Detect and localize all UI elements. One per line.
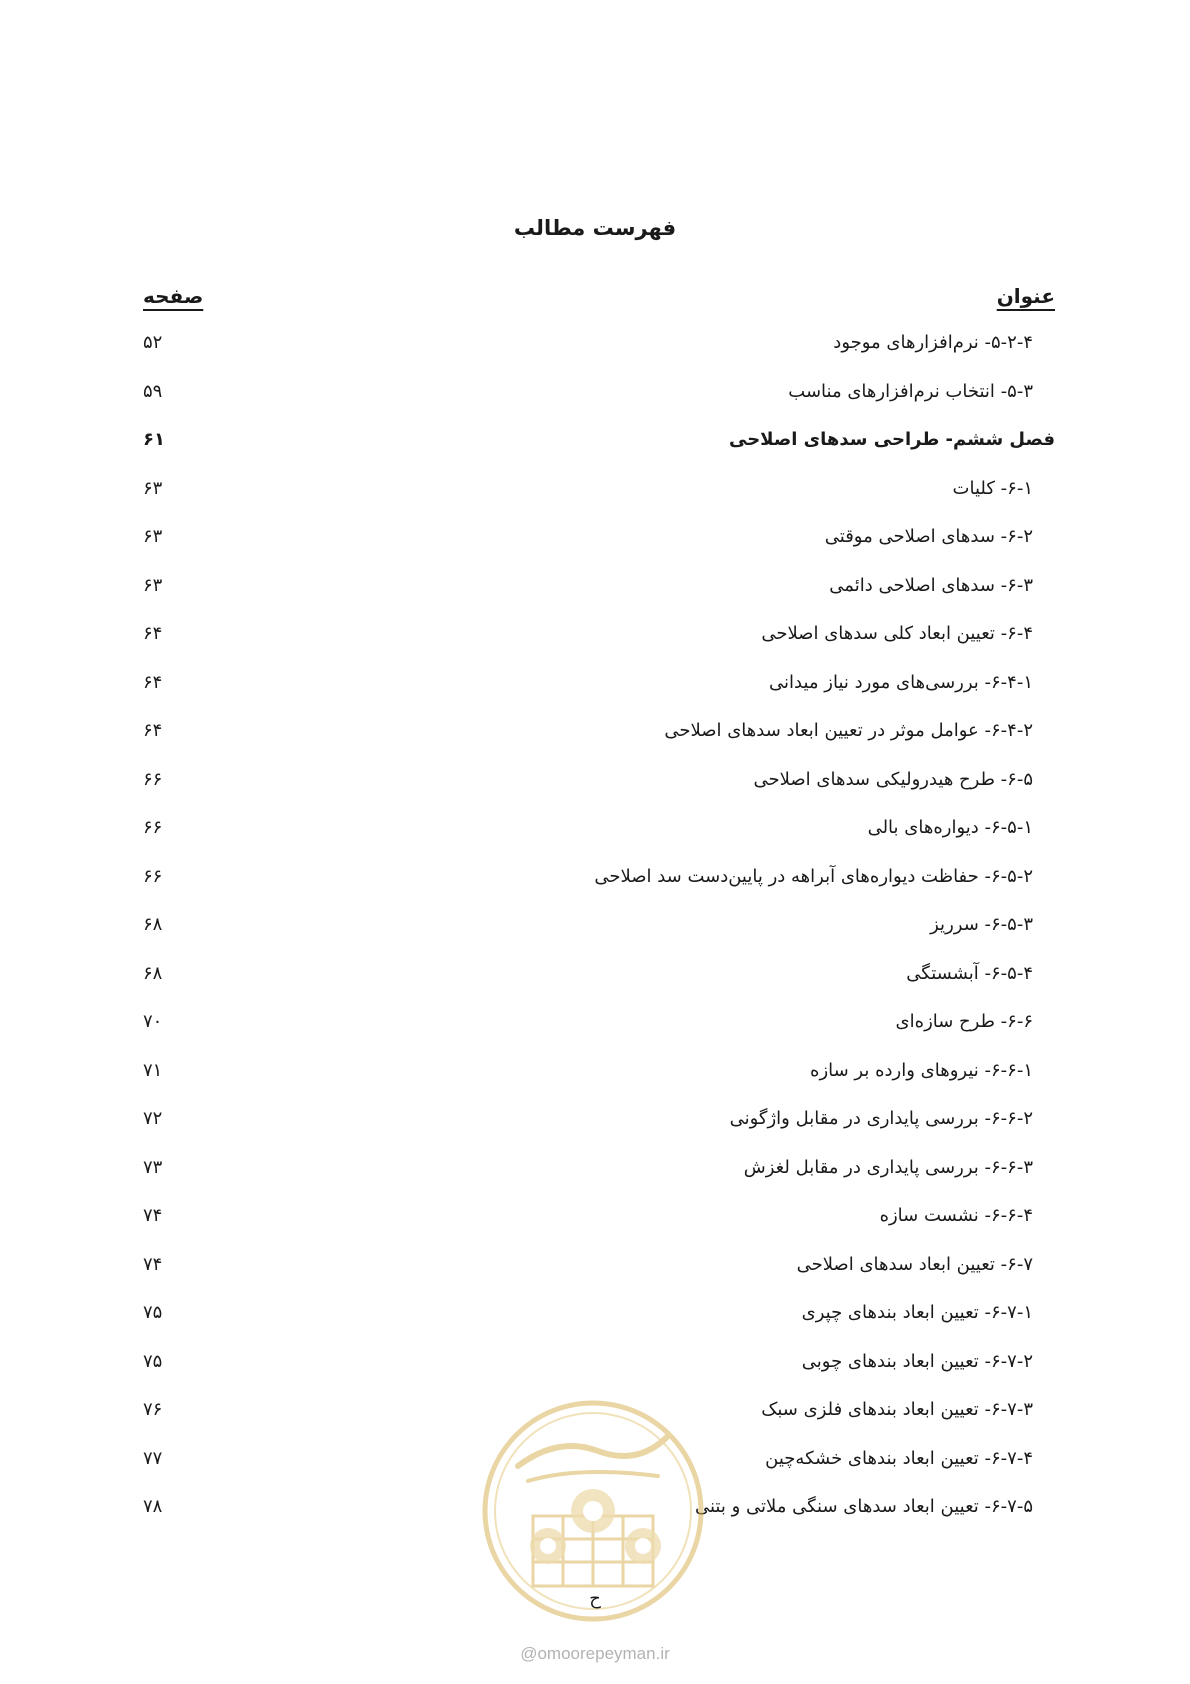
toc-entry — [143, 720, 1055, 769]
page-number: ح — [589, 1588, 601, 1609]
toc-entry — [143, 526, 1055, 575]
toc-entry-title: ۶-۴- تعیین ابعاد کلی سدهای اصلاحی — [761, 623, 1033, 644]
toc-entry — [143, 381, 1055, 430]
toc-entry-page: ۶۱ — [143, 429, 165, 450]
toc-entry-title: ۵-۳- انتخاب نرم‌افزارهای مناسب — [788, 380, 1033, 402]
toc-entry-page: ۶۴ — [143, 671, 163, 693]
toc-entry-title: فصل ششم- طراحی سدهای اصلاحی — [728, 429, 1055, 450]
toc-entry-page: ۵۹ — [143, 380, 163, 402]
toc-entry — [143, 1060, 1055, 1109]
toc-entry-page: ۷۵ — [143, 1350, 163, 1372]
toc-entry-title: ۶-۶- طرح سازه‌ای — [895, 1011, 1033, 1032]
toc-entry-title: ۶-۶-۲- بررسی پایداری در مقابل واژگونی — [729, 1108, 1033, 1129]
toc-entry-page: ۶۶ — [143, 768, 163, 790]
toc-entry — [143, 769, 1055, 818]
toc-entry — [143, 1205, 1055, 1254]
toc-entry — [143, 1254, 1055, 1303]
toc-entry — [143, 817, 1055, 866]
toc-entry-title: ۶-۶-۴- نشست سازه — [879, 1205, 1033, 1226]
toc-entry-page: ۷۵ — [143, 1302, 163, 1323]
toc-entry-title: ۶-۲- سدهای اصلاحی موقتی — [824, 526, 1033, 547]
table-of-contents — [143, 332, 1055, 1545]
toc-entry — [143, 429, 1055, 478]
toc-entry-page: ۶۴ — [143, 623, 163, 644]
toc-entry — [143, 963, 1055, 1012]
toc-entry — [143, 1011, 1055, 1060]
toc-entry-title: ۶-۷-۲- تعیین ابعاد بندهای چوبی — [801, 1350, 1033, 1372]
toc-entry-title: ۶-۷-۱- تعیین ابعاد بندهای چپری — [801, 1302, 1033, 1323]
toc-entry-page: ۶۶ — [143, 865, 163, 887]
toc-entry-page: ۷۷ — [143, 1447, 163, 1469]
toc-entry — [143, 672, 1055, 721]
toc-entry-title: ۶-۷-۳- تعیین ابعاد بندهای فلزی سبک — [761, 1399, 1033, 1420]
toc-entry-page: ۶۴ — [143, 720, 163, 741]
toc-entry-title: ۶-۴-۱- بررسی‌های مورد نیاز میدانی — [769, 671, 1033, 693]
toc-entry-title: ۶-۵-۱- دیواره‌های بالی — [867, 817, 1033, 838]
toc-entry-page: ۶۶ — [143, 817, 163, 838]
toc-entry — [143, 1351, 1055, 1400]
toc-entry-page: ۷۱ — [143, 1059, 163, 1081]
toc-entry-title: ۶-۷-۴- تعیین ابعاد بندهای خشکه‌چین — [765, 1447, 1033, 1469]
toc-entry-page: ۷۶ — [143, 1399, 163, 1420]
toc-entry-title: ۶-۷- تعیین ابعاد سدهای اصلاحی — [796, 1253, 1033, 1275]
toc-entry — [143, 1157, 1055, 1206]
toc-entry-title: ۶-۵-۲- حفاظت دیواره‌های آبراهه در پایین‌دست سد اصلاحی — [594, 865, 1033, 887]
watermark-url: @omoorepeyman.ir — [520, 1644, 670, 1663]
page-title: فهرست مطالب — [513, 216, 677, 240]
toc-entry-title: ۶-۵- طرح هیدرولیکی سدهای اصلاحی — [753, 768, 1033, 790]
toc-entry-page: ۷۴ — [143, 1253, 163, 1275]
toc-entry-page: ۵۲ — [143, 332, 163, 353]
toc-entry-title: ۶-۴-۲- عوامل موثر در تعیین ابعاد سدهای اصلاحی — [664, 720, 1033, 741]
toc-entry-page: ۷۲ — [143, 1108, 163, 1129]
toc-entry-title: ۶-۶-۱- نیروهای وارده بر سازه — [810, 1059, 1033, 1081]
toc-entry — [143, 1302, 1055, 1351]
toc-entry — [143, 866, 1055, 915]
toc-entry-page: ۷۸ — [143, 1496, 163, 1517]
toc-entry-title: ۵-۲-۴- نرم‌افزارهای موجود — [833, 332, 1033, 353]
toc-entry-page: ۶۳ — [143, 574, 163, 596]
toc-entry-page: ۶۳ — [143, 477, 163, 499]
column-header-title: عنوان — [996, 284, 1055, 308]
toc-entry-page: ۶۸ — [143, 962, 163, 984]
toc-entry-title: ۶-۳- سدهای اصلاحی دائمی — [829, 574, 1033, 596]
toc-entry-page: ۶۸ — [143, 914, 163, 935]
toc-entry — [143, 1108, 1055, 1157]
toc-entry-title: ۶-۶-۳- بررسی پایداری در مقابل لغزش — [743, 1156, 1033, 1178]
toc-entry-page: ۷۳ — [143, 1156, 163, 1178]
toc-entry — [143, 914, 1055, 963]
toc-entry-title: ۶-۵-۳- سرریز — [930, 914, 1033, 935]
toc-entry-page: ۷۰ — [143, 1011, 163, 1032]
toc-entry — [143, 623, 1055, 672]
toc-entry — [143, 575, 1055, 624]
toc-entry — [143, 478, 1055, 527]
toc-entry-page: ۶۳ — [143, 526, 163, 547]
column-header-page: صفحه — [143, 284, 204, 308]
toc-entry-title: ۶-۵-۴- آبشستگی — [906, 962, 1033, 984]
toc-entry-title: ۶-۱- کلیات — [952, 477, 1033, 499]
toc-entry-page: ۷۴ — [143, 1205, 163, 1226]
toc-entry — [143, 332, 1055, 381]
toc-entry-title: ۶-۷-۵- تعیین ابعاد سدهای سنگی ملاتی و بتنی — [694, 1496, 1033, 1517]
